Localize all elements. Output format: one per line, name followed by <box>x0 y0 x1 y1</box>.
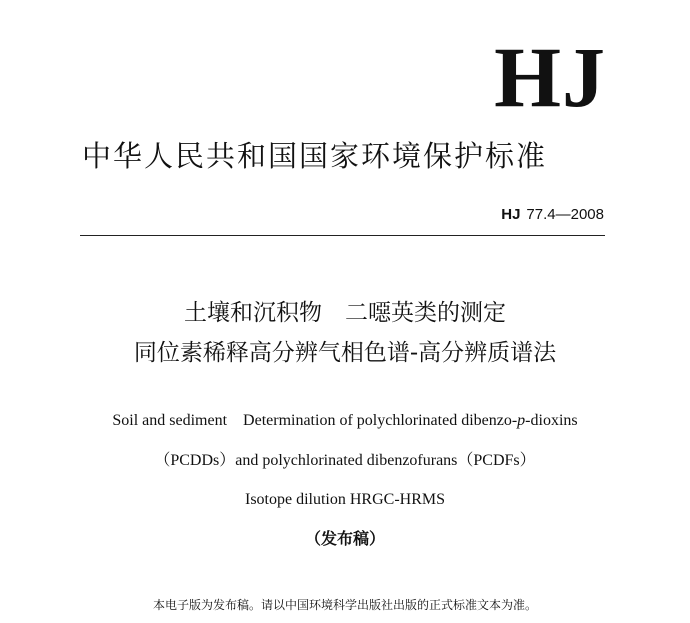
english-title-line-1 <box>0 411 690 431</box>
english-title-line-2: （PCDDs）and polychlorinated dibenzofurans（PCDFs） <box>154 452 536 469</box>
chinese-title-line-1: 土壤和沉积物 二噁英类的测定 <box>184 300 506 326</box>
organization-title: 中华人民共和国国家环境保护标准 <box>82 139 548 173</box>
release-status: （发布稿） <box>304 529 385 548</box>
header-divider <box>80 235 605 236</box>
chinese-title-line-2: 同位素稀释高分辨气相色谱-高分辨质谱法 <box>133 340 557 366</box>
footer-note: 本电子版为发布稿。请以中国环境科学出版社出版的正式标准文本为准。 <box>152 598 537 612</box>
english-title-line-1-prefix: Soil and sediment Determination of polychlorinated dibenzo- <box>112 412 518 429</box>
hj-logo: HJ <box>494 29 606 125</box>
standard-number <box>501 206 604 224</box>
english-title-line-3: Isotope dilution HRGC-HRMS <box>244 491 445 508</box>
english-title-line-1-suffix: -dioxins <box>525 412 578 429</box>
standard-code: HJ <box>501 206 521 223</box>
english-title-italic-p: p <box>517 412 526 429</box>
standard-number-value: 77.4—2008 <box>526 206 604 223</box>
